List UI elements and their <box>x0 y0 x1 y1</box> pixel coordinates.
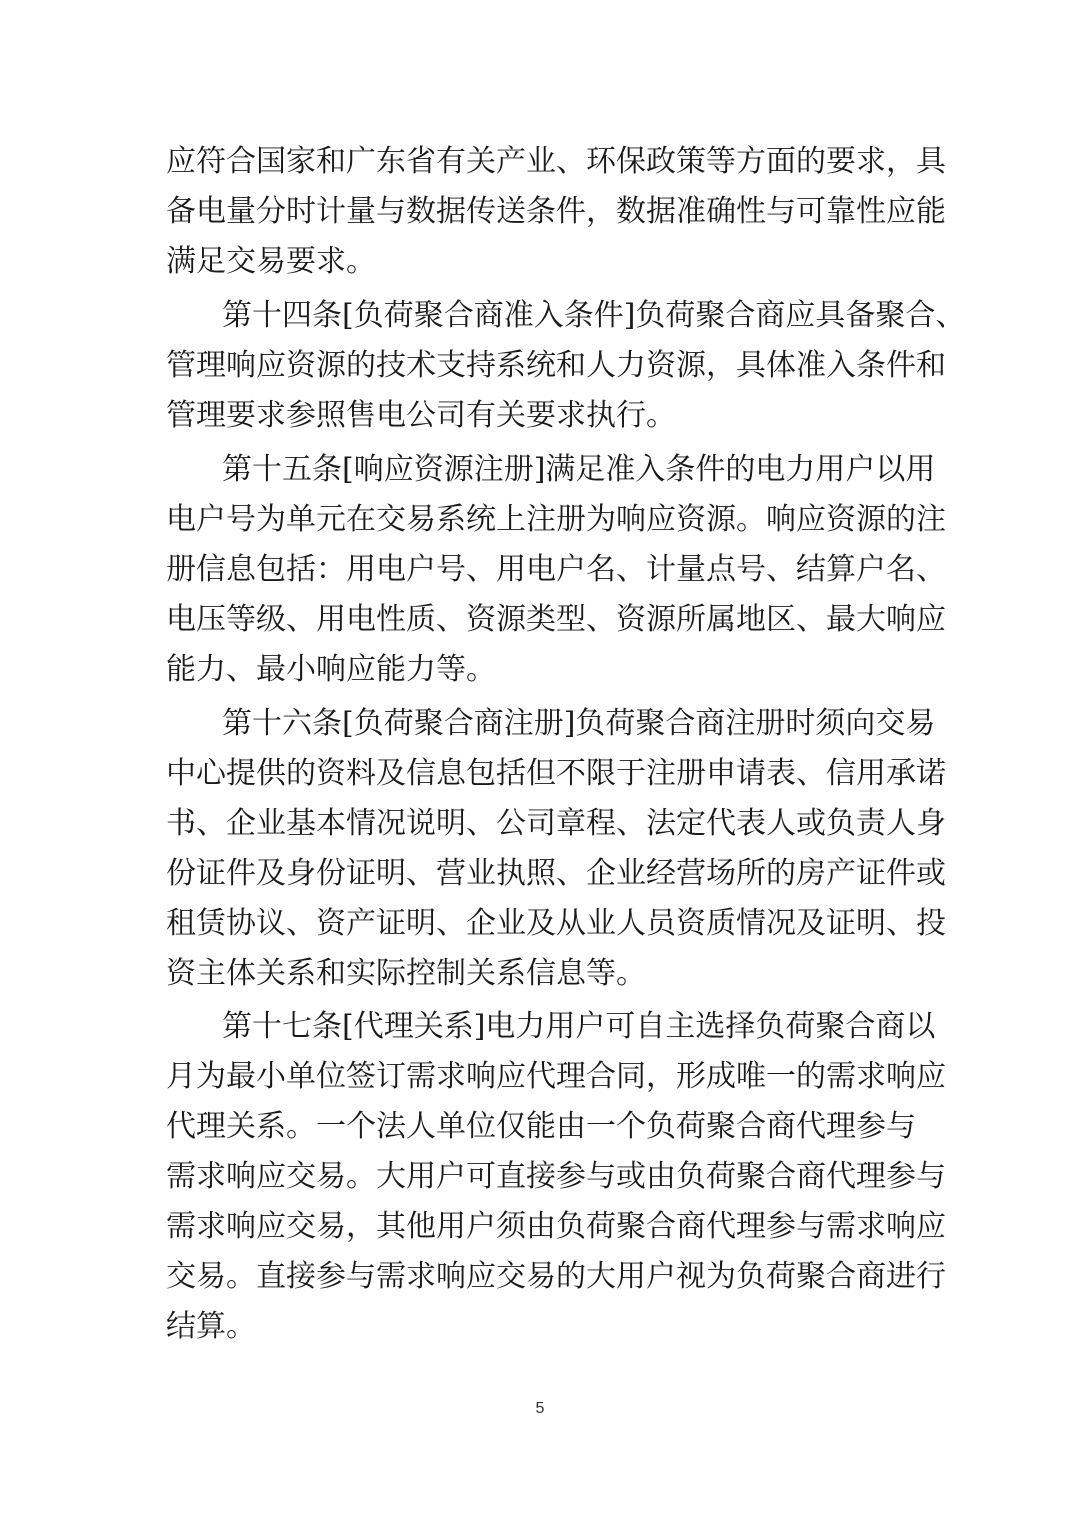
text-line: 月为最小单位签订需求响应代理合同，形成唯一的需求响应 <box>166 1059 946 1094</box>
text-line: 电压等级、用电性质、资源类型、资源所属地区、最大响应 <box>166 602 946 637</box>
text-line: 管理要求参照售电公司有关要求执行。 <box>166 398 676 433</box>
text-line: 租赁协议、资产证明、企业及从业人员资质情况及证明、投 <box>166 906 946 941</box>
text-line: 第十五条[响应资源注册]满足准入条件的电力用户以用 <box>222 452 936 487</box>
text-line: 需求响应交易。大用户可直接参与或由负荷聚合商代理参与 <box>166 1159 946 1194</box>
text-line: 能力、最小响应能力等。 <box>166 652 496 687</box>
text-line: 第十六条[负荷聚合商注册]负荷聚合商注册时须向交易 <box>222 706 936 741</box>
text-line: 备电量分时计量与数据传送条件，数据准确性与可靠性应能 <box>166 194 946 229</box>
text-line: 中心提供的资料及信息包括但不限于注册申请表、信用承诺 <box>166 756 946 791</box>
text-line: 管理响应资源的技术支持系统和人力资源，具体准入条件和 <box>166 348 946 383</box>
text-line: 册信息包括：用电户号、用电户名、计量点号、结算户名、 <box>166 552 946 587</box>
text-line: 满足交易要求。 <box>166 244 376 279</box>
text-line: 第十四条[负荷聚合商准入条件]负荷聚合商应具备聚合、 <box>222 298 966 333</box>
text-line: 份证件及身份证明、营业执照、企业经营场所的房产证件或 <box>166 856 946 891</box>
text-line: 代理关系。一个法人单位仅能由一个负荷聚合商代理参与 <box>166 1109 916 1144</box>
text-line: 结算。 <box>166 1309 256 1344</box>
text-line: 第十七条[代理关系]电力用户可自主选择负荷聚合商以 <box>222 1009 936 1044</box>
text-line: 需求响应交易，其他用户须由负荷聚合商代理参与需求响应 <box>166 1209 946 1244</box>
page-number: 5 <box>535 1400 545 1417</box>
text-line: 交易。直接参与需求响应交易的大用户视为负荷聚合商进行 <box>166 1259 946 1294</box>
text-line: 资主体关系和实际控制关系信息等。 <box>166 956 646 991</box>
text-line: 书、企业基本情况说明、公司章程、法定代表人或负责人身 <box>166 806 946 841</box>
text-line: 电户号为单元在交易系统上注册为响应资源。响应资源的注 <box>166 502 946 537</box>
text-line: 应符合国家和广东省有关产业、环保政策等方面的要求，具 <box>166 144 946 179</box>
